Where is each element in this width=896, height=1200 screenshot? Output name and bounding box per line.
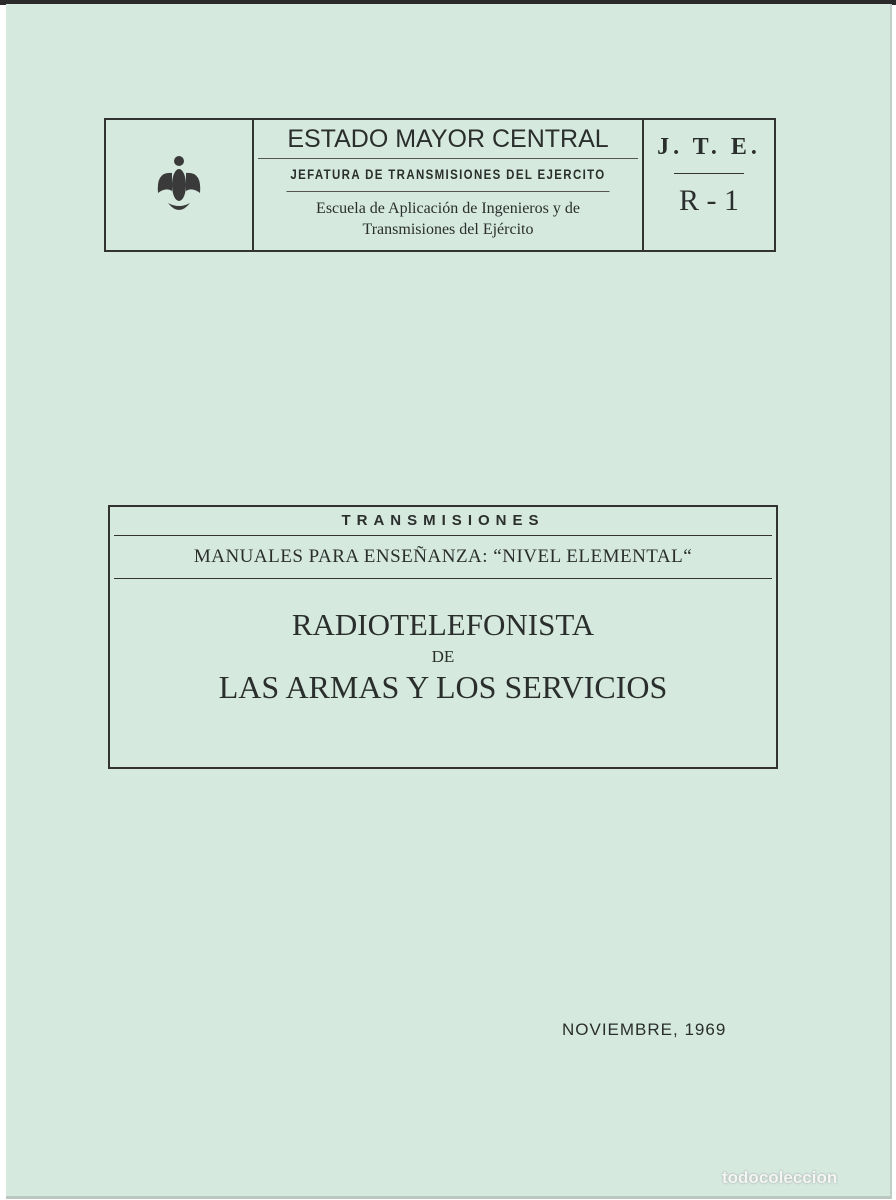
series-subtitle: MANUALES PARA ENSEÑANZA: “NIVEL ELEMENTAL“ bbox=[114, 536, 772, 579]
watermark: todocoleccion bbox=[722, 1168, 838, 1187]
series-label: TRANSMISIONES bbox=[114, 507, 772, 536]
header-subtitle: JEFATURA DE TRANSMISIONES DEL EJERCITO bbox=[287, 159, 610, 192]
code-top: J. T. E. bbox=[657, 134, 761, 160]
header-school-line1: Escuela de Aplicación de Ingenieros y de bbox=[316, 200, 580, 217]
title-box bbox=[108, 505, 778, 769]
main-title: RADIOTELEFONISTA bbox=[291, 607, 595, 642]
main-title-2: LAS ARMAS Y LOS SERVICIOS bbox=[218, 669, 668, 705]
coat-of-arms-icon bbox=[106, 120, 254, 250]
publication-date: NOVIEMBRE, 1969 bbox=[562, 1020, 727, 1039]
header-box bbox=[104, 118, 776, 252]
code-bottom: R - 1 bbox=[679, 184, 739, 217]
header-school-line2: Transmisiones del Ejército bbox=[362, 221, 534, 238]
code-divider bbox=[674, 173, 744, 174]
title-connector: DE bbox=[431, 647, 455, 666]
header-title: ESTADO MAYOR CENTRAL bbox=[258, 120, 638, 159]
